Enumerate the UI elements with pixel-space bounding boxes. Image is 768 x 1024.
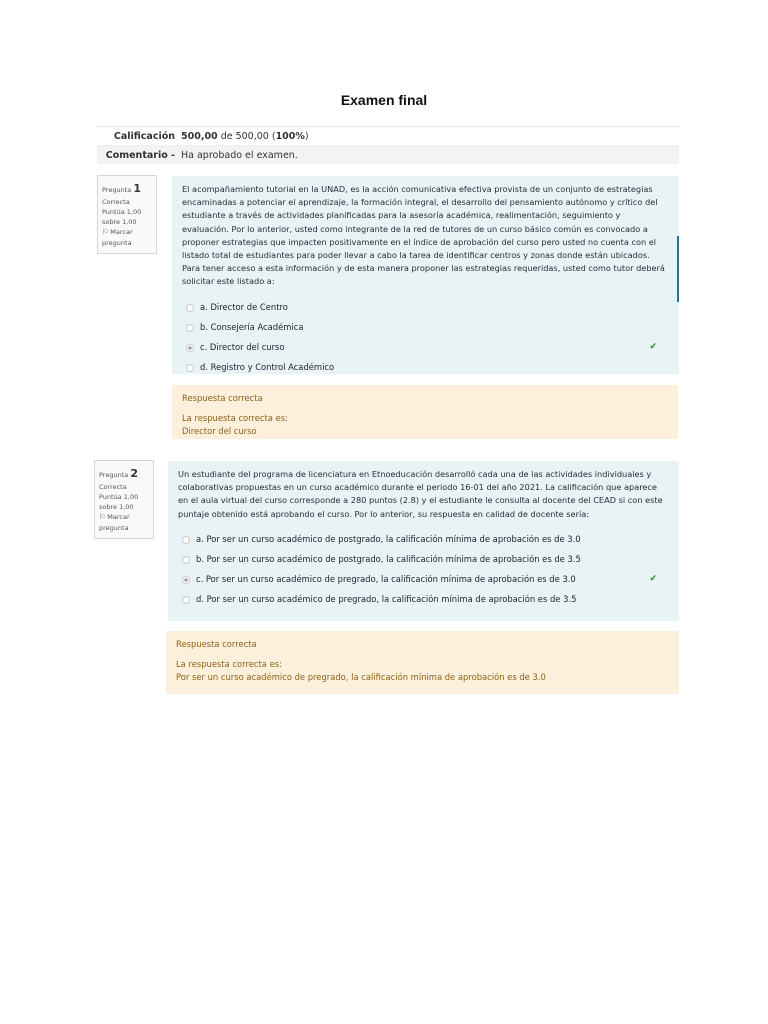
comment-value: Ha aprobado el examen. bbox=[181, 149, 298, 161]
answer-option-c[interactable]: c. Director del curso ✔ bbox=[182, 338, 669, 358]
question-info-2: Pregunta 2 Correcta Puntúa 1,00 sobre 1,00 ⚐ Marcar pregunta bbox=[94, 460, 154, 539]
radio-icon[interactable] bbox=[182, 596, 190, 604]
question-score: Puntúa 1,00 sobre 1,00 bbox=[99, 493, 139, 512]
feedback-answer: Por ser un curso académico de pregrado, la calificación mínima de aprobación es de 3.0 bbox=[176, 672, 546, 682]
radio-icon[interactable] bbox=[186, 344, 194, 352]
question-status: Correcta bbox=[102, 198, 130, 207]
answer-option-d[interactable]: d. Registro y Control Académico bbox=[182, 358, 669, 378]
flag-icon: ⚐ bbox=[102, 228, 109, 237]
radio-icon[interactable] bbox=[186, 324, 194, 332]
radio-icon[interactable] bbox=[182, 536, 190, 544]
feedback-1 bbox=[172, 385, 678, 439]
feedback-intro: La respuesta correcta es: bbox=[176, 658, 282, 669]
flag-question-link[interactable]: ⚐ Marcar pregunta bbox=[102, 228, 133, 248]
answer-option-d[interactable]: d. Por ser un curso académico de pregrado, la calificación mínima de aprobación es de 3.5 bbox=[178, 590, 669, 610]
question-number: 1 bbox=[133, 182, 141, 195]
radio-icon[interactable] bbox=[182, 556, 190, 564]
radio-icon[interactable] bbox=[182, 576, 190, 584]
question-text: El acompañamiento tutorial en la UNAD, es la acción comunicativa efectiva provista de un conjunto de estrategias encaminadas a potenciar el aprendizaje, la formación integral, el desarrollo del pensamiento autónomo y crítico del estudiante a través de actividades planificadas para la asesoría académica, realimentación, seguimiento y evaluación. Por lo anterior, usted como integrante de la red de tutores de un curso básico común es convocado a proponer estrategias que impacten positivamente en el índice de aprobación del curso pero usted no cuenta con el listado total de estudiantes para poder llevar a cabo la tarea de identificar centros y zonas donde están ubicados. Para tener acceso a esta información y de esta manera proponer las estrategias requeridas, usted como tutor deberá solicitar este listado a: bbox=[182, 184, 665, 287]
feedback-answer: Director del curso bbox=[182, 426, 257, 436]
question-content-1 bbox=[172, 176, 679, 374]
answer-option-c[interactable]: c. Por ser un curso académico de pregrado, la calificación mínima de aprobación es de 3.0 ✔ bbox=[178, 570, 669, 590]
check-icon: ✔ bbox=[649, 574, 657, 585]
feedback-title: Respuesta correcta bbox=[182, 393, 263, 403]
question-status: Correcta bbox=[99, 483, 127, 492]
radio-icon[interactable] bbox=[186, 364, 194, 372]
scrollbar[interactable] bbox=[677, 236, 679, 302]
question-text: Un estudiante del programa de licenciatura en Etnoeducación desarrolló cada una de las actividades individuales y colaborativas propuestas en un curso académico durante el periodo 16-01 del año 2021. La calificación que aparece en el aula virtual del curso corresponde a 280 puntos (2.8) y el estudiante le consulta al docente del CEAD si con este puntaje obtenido está aprobando el curso. Por lo anterior, su respuesta en calidad de docente sería: bbox=[178, 469, 663, 519]
answer-option-a[interactable]: a. Por ser un curso académico de postgrado, la calificación mínima de aprobación es de 3.0 bbox=[178, 530, 669, 550]
answer-option-b[interactable]: b. Consejería Académica bbox=[182, 318, 669, 338]
check-icon: ✔ bbox=[649, 342, 657, 353]
page-title: Examen final bbox=[340, 92, 428, 108]
review-summary bbox=[97, 126, 679, 164]
comment-row bbox=[97, 146, 679, 164]
feedback-intro: La respuesta correcta es: bbox=[182, 412, 288, 423]
grade-label: Calificación bbox=[113, 130, 175, 142]
comment-label: Comentario - bbox=[105, 149, 175, 161]
grade-row bbox=[97, 127, 679, 146]
flag-icon: ⚐ bbox=[99, 513, 106, 522]
question-number: 2 bbox=[130, 467, 138, 480]
answer-option-a[interactable]: a. Director de Centro bbox=[182, 298, 669, 318]
answer-option-b[interactable]: b. Por ser un curso académico de postgrado, la calificación mínima de aprobación es de 3.5 bbox=[178, 550, 669, 570]
feedback-title: Respuesta correcta bbox=[176, 639, 257, 649]
radio-icon[interactable] bbox=[186, 304, 194, 312]
grade-value: 500,00 de 500,00 (100%) bbox=[181, 130, 309, 142]
feedback-2 bbox=[166, 631, 679, 694]
flag-question-link[interactable]: ⚐ Marcar pregunta bbox=[99, 513, 130, 533]
question-content-2 bbox=[168, 461, 679, 621]
question-info-1: Pregunta 1 Correcta Puntúa 1,00 sobre 1,00 ⚐ Marcar pregunta bbox=[97, 175, 157, 254]
question-score: Puntúa 1,00 sobre 1,00 bbox=[102, 208, 142, 227]
